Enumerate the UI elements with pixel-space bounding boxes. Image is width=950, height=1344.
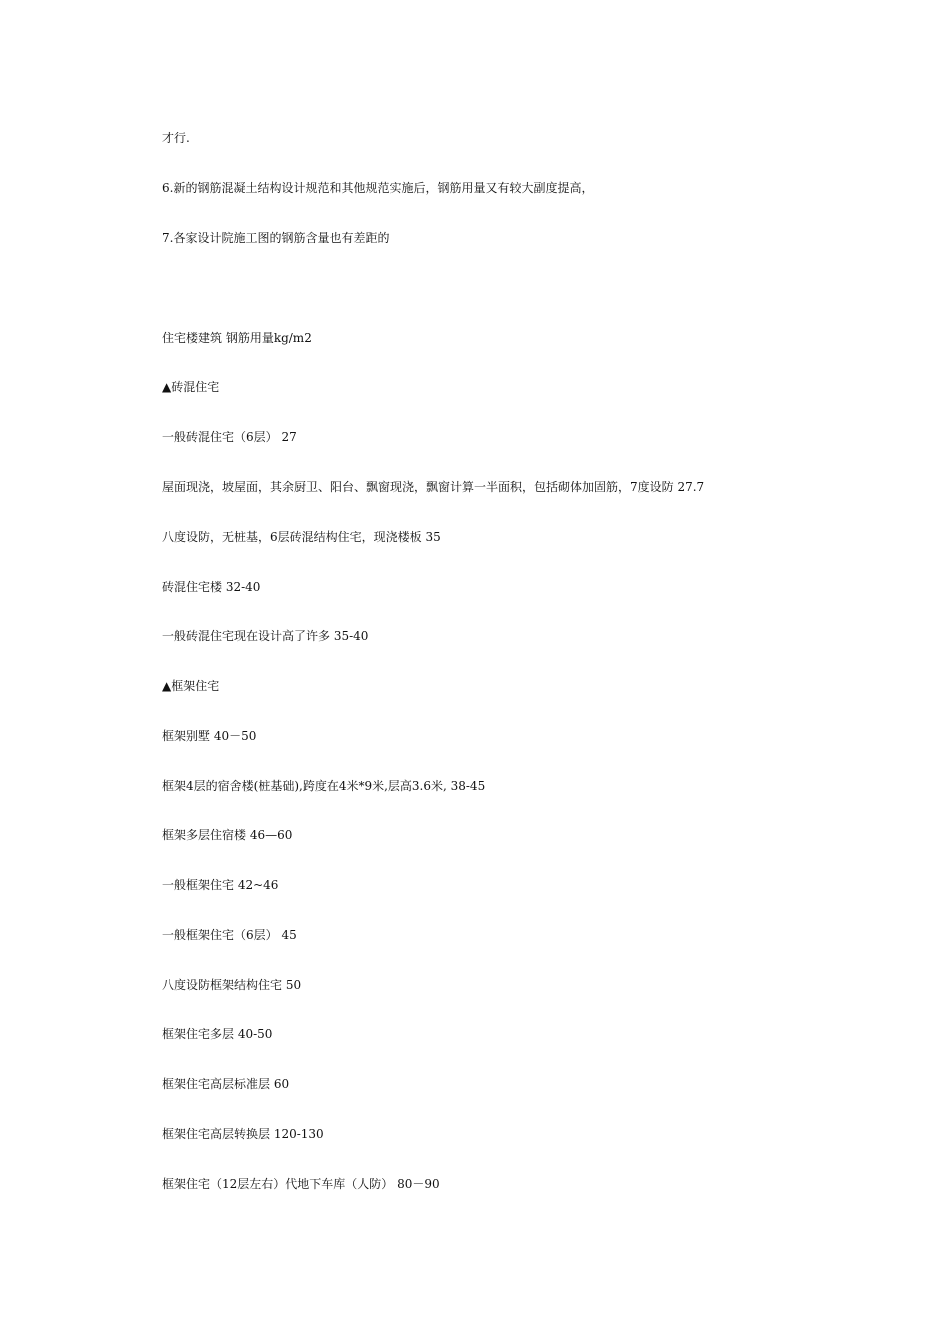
text-line: 八度设防，无桩基，6层砖混结构住宅，现浇楼板 35: [162, 530, 441, 544]
text-line: 框架住宅（12层左右）代地下车库（人防） 80－90: [162, 1177, 440, 1191]
text-line: 砖混住宅楼 32-40: [162, 580, 261, 594]
text-line: 八度设防框架结构住宅 50: [162, 978, 302, 992]
text-line: 一般框架住宅（6层） 45: [162, 928, 297, 942]
text-line: 一般框架住宅 42~46: [162, 878, 279, 892]
text-line: 7.各家设计院施工图的钢筋含量也有差距的: [162, 231, 390, 245]
text-line: 框架别墅 40－50: [162, 729, 257, 743]
text-line: 框架住宅高层标准层 60: [162, 1077, 290, 1091]
text-line: 一般砖混住宅现在设计高了许多 35-40: [162, 629, 369, 643]
section-heading: ▲框架住宅: [162, 679, 220, 693]
text-line: 一般砖混住宅（6层） 27: [162, 430, 297, 444]
text-line: 框架4层的宿舍楼(桩基础),跨度在4米*9米,层高3.6米, 38-45: [162, 779, 486, 793]
section-heading: ▲砖混住宅: [162, 380, 220, 394]
section-heading: 住宅楼建筑 钢筋用量kg/m2: [162, 331, 312, 345]
text-line: 才行.: [162, 131, 190, 145]
text-line: 6.新的钢筋混凝土结构设计规范和其他规范实施后，钢筋用量又有较大副度提高，: [162, 181, 594, 195]
text-line: 框架多层住宿楼 46—60: [162, 828, 293, 842]
text-line: 屋面现浇，坡屋面，其余厨卫、阳台、飘窗现浇，飘窗计算一半面积，包括砌体加固筋，7度设防 27.7: [162, 480, 705, 494]
text-line: 框架住宅多层 40-50: [162, 1027, 273, 1041]
text-line: 框架住宅高层转换层 120-130: [162, 1127, 324, 1141]
